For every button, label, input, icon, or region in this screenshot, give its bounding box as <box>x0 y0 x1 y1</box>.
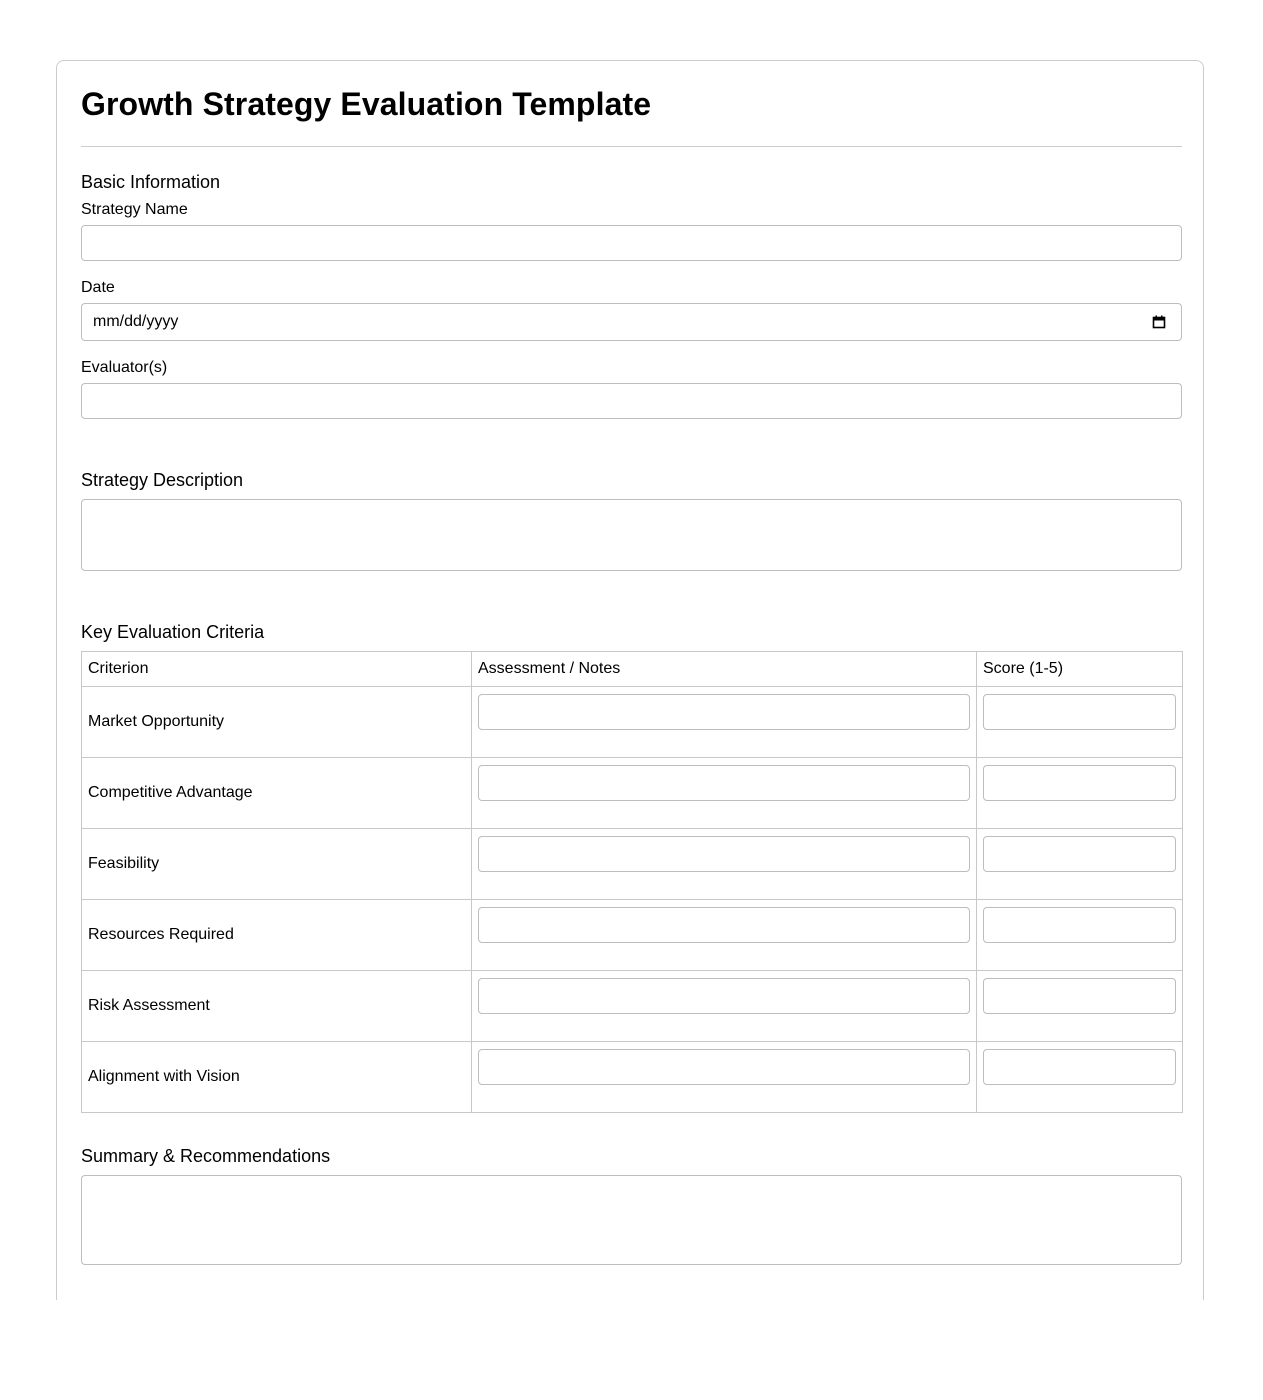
score-input[interactable] <box>983 907 1176 943</box>
table-row <box>82 1042 1183 1113</box>
notes-cell <box>472 971 977 1042</box>
score-cell <box>977 829 1183 900</box>
table-row <box>82 971 1183 1042</box>
table-row <box>82 900 1183 971</box>
score-input[interactable] <box>983 694 1176 730</box>
key-evaluation-criteria-heading: Key Evaluation Criteria <box>81 622 265 642</box>
criterion-cell: Resources Required <box>82 900 472 971</box>
page-title: Growth Strategy Evaluation Template <box>81 86 652 122</box>
notes-input[interactable] <box>478 907 970 943</box>
title-divider <box>81 146 1182 147</box>
notes-cell <box>472 829 977 900</box>
criterion-cell: Risk Assessment <box>82 971 472 1042</box>
notes-cell <box>472 1042 977 1113</box>
notes-input[interactable] <box>478 978 970 1014</box>
score-cell <box>977 758 1183 829</box>
table-header-row <box>82 652 1183 687</box>
strategy-description-textarea[interactable] <box>81 499 1182 571</box>
notes-cell <box>472 687 977 758</box>
summary-textarea[interactable] <box>81 1175 1182 1265</box>
criterion-cell: Alignment with Vision <box>82 1042 472 1113</box>
score-input[interactable] <box>983 765 1176 801</box>
notes-input[interactable] <box>478 1049 970 1085</box>
score-cell <box>977 1042 1183 1113</box>
strategy-description-heading: Strategy Description <box>81 470 244 490</box>
notes-input[interactable] <box>478 836 970 872</box>
table-row <box>82 829 1183 900</box>
criterion-cell: Market Opportunity <box>82 687 472 758</box>
form-card <box>56 60 1204 1300</box>
evaluators-label: Evaluator(s) <box>81 359 168 376</box>
calendar-icon[interactable] <box>1152 315 1166 329</box>
criterion-cell: Competitive Advantage <box>82 758 472 829</box>
column-header-score: Score (1-5) <box>977 652 1183 687</box>
summary-heading: Summary & Recommendations <box>81 1146 331 1166</box>
score-cell <box>977 971 1183 1042</box>
column-header-notes: Assessment / Notes <box>472 652 977 687</box>
score-input[interactable] <box>983 1049 1176 1085</box>
date-label: Date <box>81 279 115 296</box>
basic-information-heading: Basic Information <box>81 172 221 192</box>
notes-cell <box>472 900 977 971</box>
notes-input[interactable] <box>478 765 970 801</box>
notes-cell <box>472 758 977 829</box>
strategy-name-input[interactable] <box>81 225 1182 261</box>
criterion-cell: Feasibility <box>82 829 472 900</box>
date-input[interactable] <box>81 303 1182 341</box>
column-header-criterion: Criterion <box>82 652 472 687</box>
criteria-table <box>81 651 1183 1113</box>
notes-input[interactable] <box>478 694 970 730</box>
strategy-name-label: Strategy Name <box>81 201 188 218</box>
evaluators-input[interactable] <box>81 383 1182 419</box>
table-row <box>82 758 1183 829</box>
score-input[interactable] <box>983 978 1176 1014</box>
score-cell <box>977 687 1183 758</box>
score-cell <box>977 900 1183 971</box>
score-input[interactable] <box>983 836 1176 872</box>
table-row <box>82 687 1183 758</box>
date-placeholder: mm/dd/yyyy <box>93 313 179 330</box>
